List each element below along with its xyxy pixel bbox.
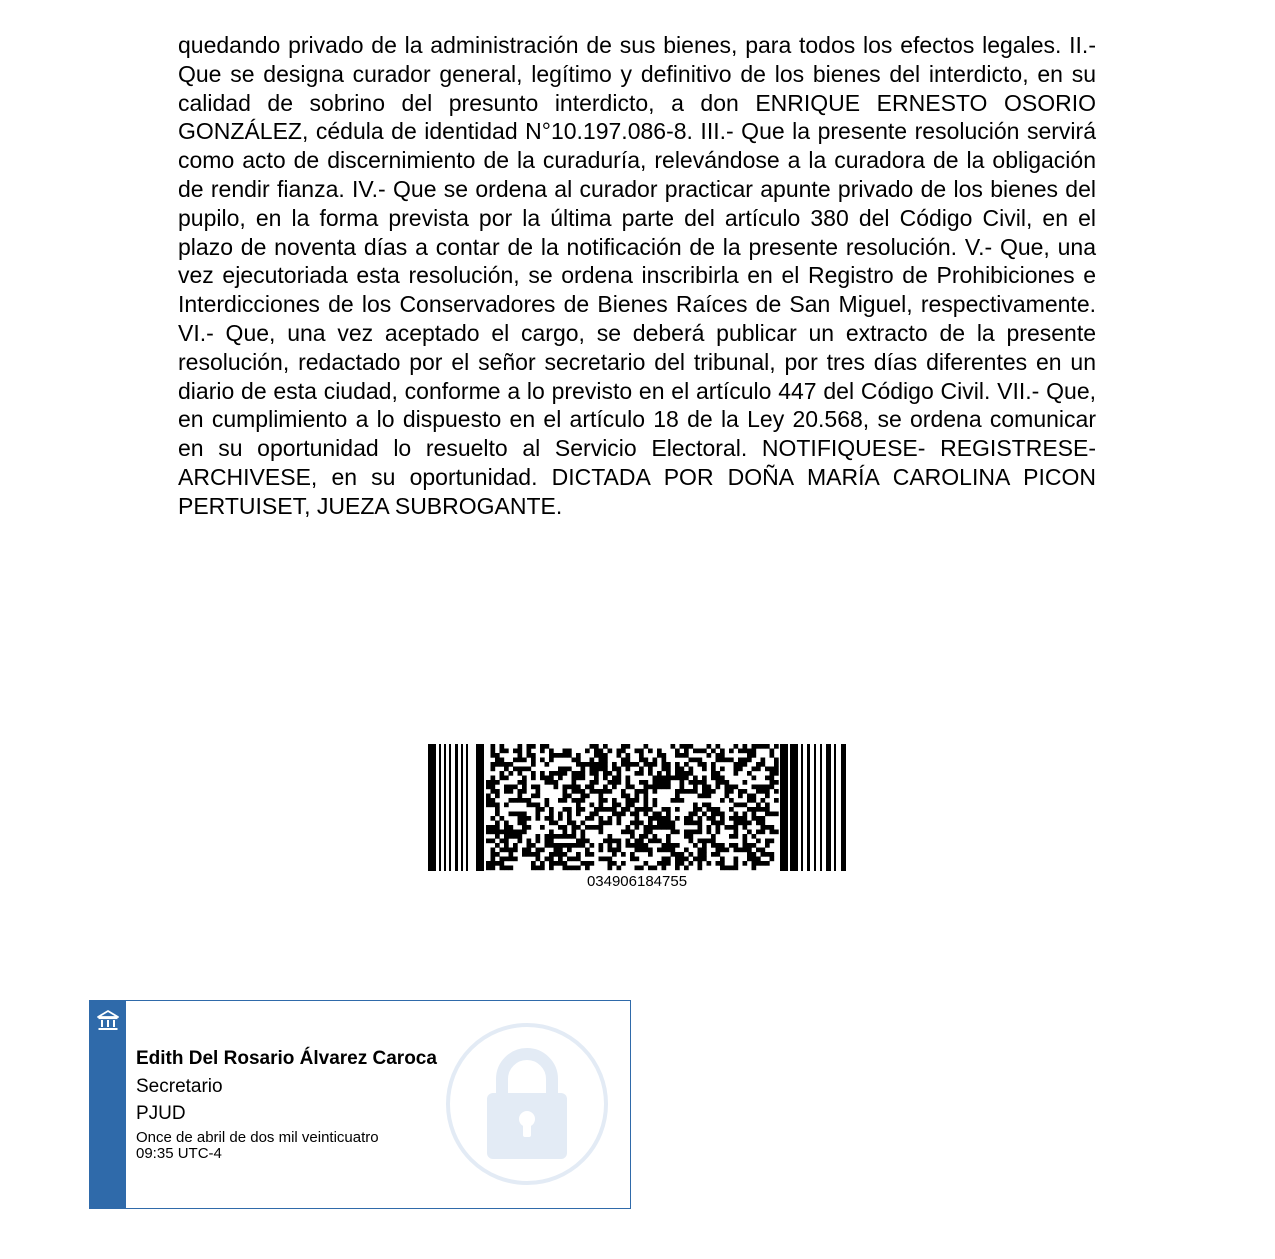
signature-date: Once de abril de dos mil veinticuatro	[136, 1129, 379, 1146]
signer-role: Secretario	[136, 1076, 223, 1097]
lock-icon	[444, 1021, 610, 1187]
barcode-number: 034906184755	[586, 873, 688, 890]
signer-name: Edith Del Rosario Álvarez Caroca	[136, 1048, 437, 1069]
signature-side-band	[90, 1001, 126, 1208]
signer-organization: PJUD	[136, 1103, 186, 1124]
signature-time: 09:35 UTC-4	[136, 1145, 222, 1162]
bank-icon	[96, 1009, 120, 1033]
electronic-signature-box	[89, 1000, 631, 1209]
pdf417-barcode	[428, 744, 846, 871]
resolution-text: quedando privado de la administración de sus bienes, para todos los efectos legales. II.- Que se designa curador general, legítimo y definitivo de los bienes del interdicto, en su calidad de sobrino del presunto interdicto, a don ENRIQUE ERNESTO OSORIO GONZÁLEZ, cédula de identidad N°10.197.086-8. III.- Que la presente resolución servirá como acto de discernimiento de la curaduría, relevándose a la curadora de la obligación de rendir fianza. IV.- Que se ordena al curador practicar apunte privado de los bienes del pupilo, en la forma prevista por la última parte del artículo 380 del Código Civil, en el plazo de noventa días a contar de la notificación de la presente resolución. V.- Que, una vez ejecutoriada esta resolución, se ordena inscribirla en el Registro de Prohibiciones e Interdicciones de los Conservadores de Bienes Raíces de San Miguel, respectivamente. VI.- Que, una vez aceptado el cargo, se deberá publicar un extracto de la presente resolución, redactado por el señor secretario del tribunal, por tres días diferentes en un diario de esta ciudad, conforme a lo previsto en el artículo 447 del Código Civil. VII.- Que, en cumplimiento a lo dispuesto en el artículo 18 de la Ley 20.568, se ordena comunicar en su oportunidad lo resuelto al Servicio Electoral. NOTIFIQUESE- REGISTRESE- ARCHIVESE, en su oportunidad. DICTADA POR DOÑA MARÍA CAROLINA PICON PERTUISET, JUEZA SUBROGANTE.	[178, 32, 1096, 519]
barcode-block	[428, 744, 846, 892]
